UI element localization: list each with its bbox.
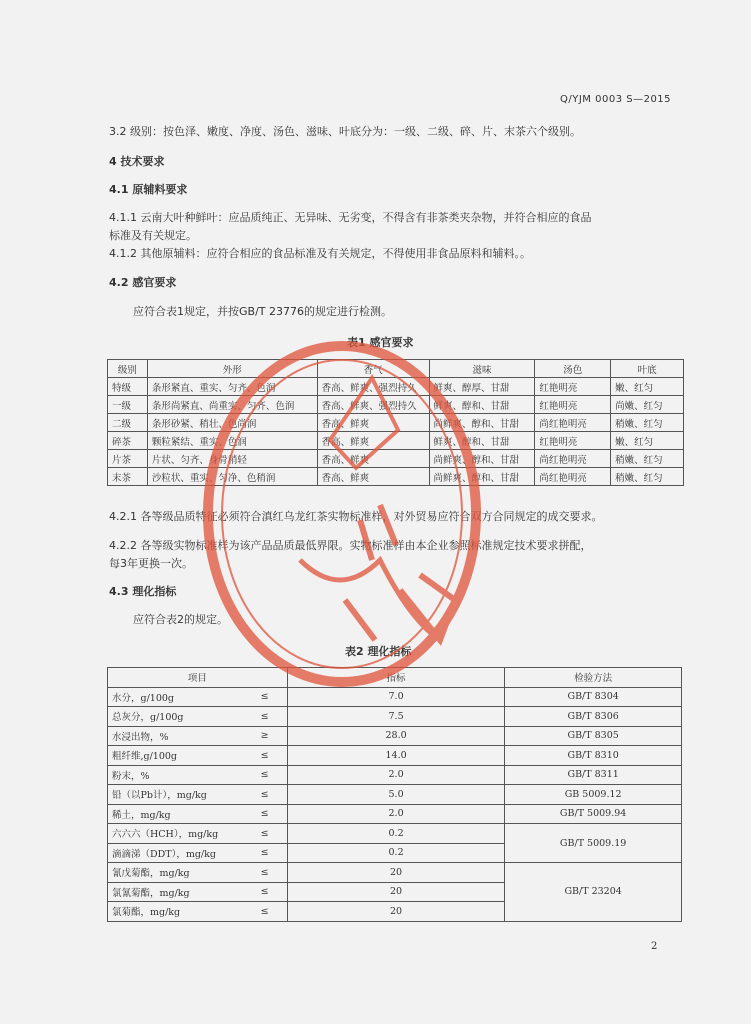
aroma-cell: 香高、鲜爽 bbox=[317, 450, 429, 468]
sensory-requirements-table bbox=[107, 359, 684, 486]
table-row bbox=[108, 432, 684, 450]
value-cell: 5.0 bbox=[287, 785, 504, 805]
liquor-color-cell: 尚红艳明亮 bbox=[535, 414, 611, 432]
item-cell: 滴滴涕（DDT），mg/kg bbox=[108, 843, 243, 863]
clause-3-2: 3.2 级别：按色泽、嫩度、净度、汤色、滋味、叶底分为：一级、二级、碎、片、末茶六个级别。 bbox=[109, 125, 581, 138]
page-number: 2 bbox=[651, 941, 658, 952]
taste-cell: 鲜爽、醇厚、甘甜 bbox=[429, 378, 535, 396]
value-cell: 14.0 bbox=[287, 746, 504, 766]
table1-header-cell: 滋味 bbox=[429, 360, 535, 378]
heading-4: 4 技术要求 bbox=[109, 155, 165, 168]
item-cell: 六六六（HCH），mg/kg bbox=[108, 824, 243, 844]
heading-4-2: 4.2 感官要求 bbox=[109, 276, 177, 289]
heading-4-3: 4.3 理化指标 bbox=[109, 585, 177, 598]
value-cell: 28.0 bbox=[287, 726, 504, 746]
value-cell: 0.2 bbox=[287, 843, 504, 863]
table1-header-row bbox=[108, 360, 684, 378]
grade-cell: 特级 bbox=[108, 378, 148, 396]
leaf-bottom-cell: 稍嫩、红匀 bbox=[611, 450, 684, 468]
method-cell: GB/T 8311 bbox=[505, 765, 682, 785]
table1-caption: 表1 感官要求 bbox=[347, 336, 414, 349]
taste-cell: 鲜爽、醇和、甘甜 bbox=[429, 396, 535, 414]
appearance-cell: 沙粒状、重实、匀净、色稍润 bbox=[147, 468, 317, 486]
comparison-symbol: ≤ bbox=[242, 687, 287, 707]
value-cell: 7.5 bbox=[287, 707, 504, 727]
method-cell: GB/T 23204 bbox=[505, 863, 682, 922]
comparison-symbol: ≤ bbox=[242, 843, 287, 863]
aroma-cell: 香高、鲜爽 bbox=[317, 414, 429, 432]
method-cell: GB/T 5009.19 bbox=[505, 824, 682, 863]
table-row bbox=[108, 468, 684, 486]
grade-cell: 末茶 bbox=[108, 468, 148, 486]
document-id: Q/YJM 0003 S—2015 bbox=[560, 94, 672, 105]
value-cell: 2.0 bbox=[287, 765, 504, 785]
item-cell: 总灰分，g/100g bbox=[108, 707, 243, 727]
leaf-bottom-cell: 嫩、红匀 bbox=[611, 432, 684, 450]
aroma-cell: 香高、鲜爽 bbox=[317, 468, 429, 486]
heading-4-1: 4.1 原辅料要求 bbox=[109, 183, 188, 196]
comparison-symbol: ≥ bbox=[242, 726, 287, 746]
table1-header-cell: 级别 bbox=[108, 360, 148, 378]
appearance-cell: 条形尚紧直、尚重实、匀齐、色润 bbox=[147, 396, 317, 414]
comparison-symbol: ≤ bbox=[242, 824, 287, 844]
clause-4-1-2: 4.1.2 其他原辅料：应符合相应的食品标准及有关规定，不得使用非食品原料和辅料。。 bbox=[109, 247, 531, 260]
item-cell: 氰戊菊酯，mg/kg bbox=[108, 863, 243, 883]
table-row bbox=[108, 687, 682, 707]
comparison-symbol: ≤ bbox=[242, 902, 287, 922]
leaf-bottom-cell: 稍嫩、红匀 bbox=[611, 468, 684, 486]
table1-header-cell: 汤色 bbox=[535, 360, 611, 378]
table1-header-cell: 叶底 bbox=[611, 360, 684, 378]
grade-cell: 二级 bbox=[108, 414, 148, 432]
comparison-symbol: ≤ bbox=[242, 804, 287, 824]
value-cell: 20 bbox=[287, 863, 504, 883]
table-row bbox=[108, 746, 682, 766]
comparison-symbol: ≤ bbox=[242, 882, 287, 902]
method-cell: GB/T 5009.94 bbox=[505, 804, 682, 824]
liquor-color-cell: 红艳明亮 bbox=[535, 396, 611, 414]
item-cell: 氯氰菊酯，mg/kg bbox=[108, 882, 243, 902]
value-cell: 20 bbox=[287, 882, 504, 902]
table2-caption: 表2 理化指标 bbox=[345, 645, 412, 658]
taste-cell: 尚鲜爽、醇和、甘甜 bbox=[429, 450, 535, 468]
clause-4-3: 应符合表2的规定。 bbox=[133, 613, 228, 626]
liquor-color-cell: 尚红艳明亮 bbox=[535, 450, 611, 468]
taste-cell: 鲜爽、醇和、甘甜 bbox=[429, 432, 535, 450]
physicochemical-indicators-table bbox=[107, 667, 682, 922]
table-row bbox=[108, 396, 684, 414]
table-row bbox=[108, 785, 682, 805]
clause-4-1-1-line1: 4.1.1 云南大叶种鲜叶：应品质纯正、无异味、无劣变，不得含有非茶类夹杂物，并符合相应的食品 bbox=[109, 211, 592, 224]
table-row bbox=[108, 378, 684, 396]
leaf-bottom-cell: 尚嫩、红匀 bbox=[611, 396, 684, 414]
liquor-color-cell: 尚红艳明亮 bbox=[535, 468, 611, 486]
method-cell: GB/T 8306 bbox=[505, 707, 682, 727]
table-row bbox=[108, 824, 682, 844]
leaf-bottom-cell: 嫩、红匀 bbox=[611, 378, 684, 396]
table1-header-cell: 外形 bbox=[147, 360, 317, 378]
table-row bbox=[108, 765, 682, 785]
clause-4-2-1: 4.2.1 各等级品质特征必须符合滇红乌龙红茶实物标准样，对外贸易应符合双方合同规定的成交要求。 bbox=[109, 510, 603, 523]
grade-cell: 一级 bbox=[108, 396, 148, 414]
clause-4-2-2-line2: 每3年更换一次。 bbox=[109, 557, 193, 570]
aroma-cell: 香高、鲜爽 bbox=[317, 432, 429, 450]
value-cell: 20 bbox=[287, 902, 504, 922]
comparison-symbol: ≤ bbox=[242, 785, 287, 805]
item-cell: 水分，g/100g bbox=[108, 687, 243, 707]
table2-header-cell: 指标 bbox=[287, 668, 504, 688]
method-cell: GB 5009.12 bbox=[505, 785, 682, 805]
clause-4-2: 应符合表1规定，并按GB/T 23776的规定进行检测。 bbox=[133, 305, 392, 318]
liquor-color-cell: 红艳明亮 bbox=[535, 432, 611, 450]
clause-4-1-1-line2: 标准及有关规定。 bbox=[109, 229, 197, 242]
table1-header-cell: 香气 bbox=[317, 360, 429, 378]
aroma-cell: 香高、鲜爽、强烈持久 bbox=[317, 396, 429, 414]
aroma-cell: 香高、鲜爽、强烈持久 bbox=[317, 378, 429, 396]
item-cell: 铅（以Pb计），mg/kg bbox=[108, 785, 243, 805]
comparison-symbol: ≤ bbox=[242, 707, 287, 727]
item-cell: 粗纤维,g/100g bbox=[108, 746, 243, 766]
appearance-cell: 条形紧直、重实、匀齐、色润 bbox=[147, 378, 317, 396]
table-row bbox=[108, 863, 682, 883]
method-cell: GB/T 8305 bbox=[505, 726, 682, 746]
table2-header-cell: 项目 bbox=[108, 668, 288, 688]
table-row bbox=[108, 726, 682, 746]
clause-4-2-2-line1: 4.2.2 各等级实物标准样为该产品品质最低界限。实物标准样由本企业参照标准规定技术要求拼配， bbox=[109, 539, 592, 552]
comparison-symbol: ≤ bbox=[242, 765, 287, 785]
value-cell: 7.0 bbox=[287, 687, 504, 707]
comparison-symbol: ≤ bbox=[242, 863, 287, 883]
grade-cell: 片茶 bbox=[108, 450, 148, 468]
method-cell: GB/T 8304 bbox=[505, 687, 682, 707]
item-cell: 氯菊酯，mg/kg bbox=[108, 902, 243, 922]
comparison-symbol: ≤ bbox=[242, 746, 287, 766]
taste-cell: 尚鲜爽、醇和、甘甜 bbox=[429, 414, 535, 432]
table-row bbox=[108, 804, 682, 824]
appearance-cell: 条形砂紧、稍壮、色尚润 bbox=[147, 414, 317, 432]
appearance-cell: 片状、匀齐、身骨稍轻 bbox=[147, 450, 317, 468]
table-row bbox=[108, 414, 684, 432]
value-cell: 2.0 bbox=[287, 804, 504, 824]
table-row bbox=[108, 450, 684, 468]
method-cell: GB/T 8310 bbox=[505, 746, 682, 766]
appearance-cell: 颗粒紧结、重实、色润 bbox=[147, 432, 317, 450]
table-row bbox=[108, 707, 682, 727]
value-cell: 0.2 bbox=[287, 824, 504, 844]
table2-header-cell: 检验方法 bbox=[505, 668, 682, 688]
leaf-bottom-cell: 稍嫩、红匀 bbox=[611, 414, 684, 432]
taste-cell: 尚鲜爽、醇和、甘甜 bbox=[429, 468, 535, 486]
item-cell: 稀土，mg/kg bbox=[108, 804, 243, 824]
grade-cell: 碎茶 bbox=[108, 432, 148, 450]
liquor-color-cell: 红艳明亮 bbox=[535, 378, 611, 396]
item-cell: 粉末，% bbox=[108, 765, 243, 785]
item-cell: 水浸出物，% bbox=[108, 726, 243, 746]
table2-header-row bbox=[108, 668, 682, 688]
